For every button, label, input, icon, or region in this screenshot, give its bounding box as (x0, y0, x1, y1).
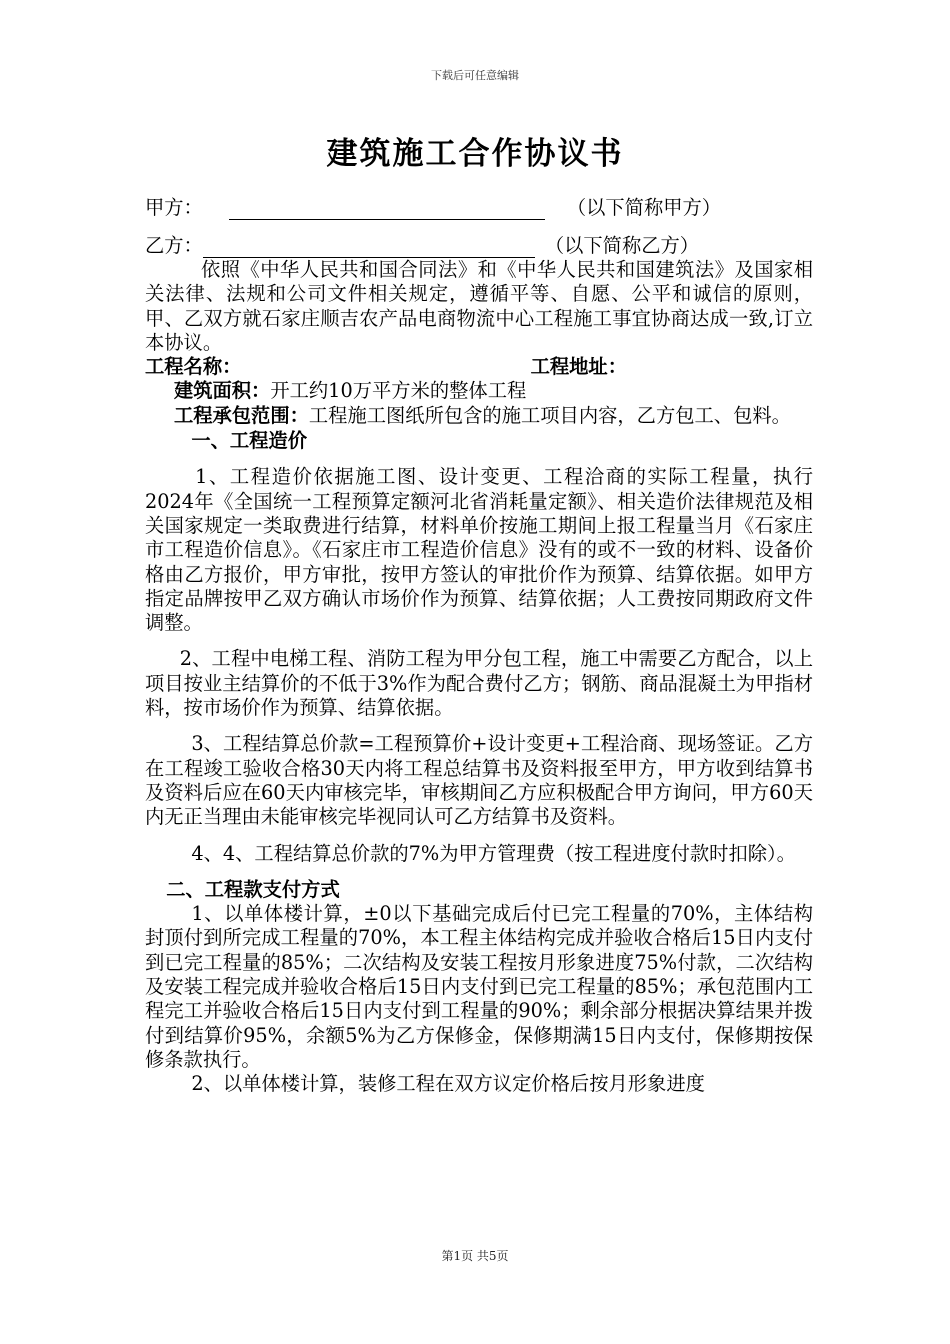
header-note: 下载后可任意编辑 (431, 69, 519, 82)
party-a-label: 甲方： (145, 195, 203, 219)
scope-value: 工程施工图纸所包含的施工项目内容，乙方包工、包料。 (308, 403, 791, 427)
section2-para2: 2、以单体楼计算，装修工程在双方议定价格后按月形象进度 (191, 1072, 705, 1096)
party-a-line (145, 182, 813, 220)
project-info-row (145, 355, 813, 379)
project-address-label: 工程地址： (530, 355, 627, 379)
party-b-label: 乙方： (145, 233, 203, 257)
section1-para4: 4、4、工程结算总价款的7%为甲方管理费（按工程进度付款时扣除）。 (191, 841, 796, 865)
party-a-suffix: （以下简称甲方） (566, 195, 722, 219)
area-value: 开工约10万平方米的整体工程 (270, 379, 527, 403)
document-body (145, 182, 813, 1097)
section1-para2: 2、工程中电梯工程、消防工程为甲分包工程，施工中需要乙方配合，以上项目按业主结算价的不低于3%作为配合费付乙方；钢筋、商品混凝土为甲指材料，按市场价作为预算、结算依据。 (145, 647, 813, 720)
party-b-line (145, 220, 813, 258)
section2-para1: 1、以单体楼计算，±0以下基础完成后付已完工程量的70%，主体结构封顶付到所完成工程量的70%，本工程主体结构完成并验收合格后15日内支付到已完工程量的85%；二次结构及安装工程按月形象进度75%付款，二次结构及安装工程完成并验收合格后15日内支付到已完工程量的85%；承包范围内工程完工并验收合格后15日内支付到工程量的90%；剩余部分根据决算结果并拨付到结算价95%，余额5%为乙方保修金，保修期满15日内支付，保修期按保修条款执行。 (145, 902, 813, 1071)
document-title: 建筑施工合作协议书 (326, 136, 624, 172)
scope-line (145, 404, 813, 428)
intro-paragraph: 依照《中华人民共和国合同法》和《中华人民共和国建筑法》及国家相关法律、法规和公司文件相关规定，遵循平等、自愿、公平和诚信的原则，甲、乙双方就石家庄顺吉农产品电商物流中心工程施工事宜协商达成一致,订立本协议。 (145, 258, 813, 354)
page-number: 第1页 共5页 (441, 1249, 509, 1263)
section1-para1: 1、工程造价依据施工图、设计变更、工程洽商的实际工程量，执行2024年《全国统一工程预算定额河北省消耗量定额》、相关造价法律规范及相关国家规定一类取费进行结算，材料单价按施工期间上报工程量当月《石家庄市工程造价信息》。《石家庄市工程造价信息》没有的或不一致的材料、设备价格由乙方报价，甲方审批，按甲方签认的审批价作为预算、结算依据。如甲方指定品牌按甲乙双方确认市场价作为预算、结算依据；人工费按同期政府文件调整。 (145, 465, 813, 635)
party-a-blank (229, 197, 545, 220)
scope-label: 工程承包范围： (173, 403, 309, 427)
area-label: 建筑面积： (173, 379, 271, 403)
section1-para3: 3、工程结算总价款=工程预算价+设计变更+工程洽商、现场签证。乙方在工程竣工验收合格30天内将工程总结算书及资料报至甲方，甲方收到结算书及资料后应在60天内审核完毕，审核期间乙方应积极配合甲方询问，甲方60天内无正当理由未能审核完毕视同认可乙方结算书及资料。 (145, 732, 813, 829)
project-name-label: 工程名称： (145, 355, 242, 379)
area-line (145, 379, 813, 403)
section1-heading: 一、工程造价 (191, 429, 307, 453)
section2-heading: 二、工程款支付方式 (166, 877, 340, 901)
party-b-suffix: （以下简称乙方） (544, 233, 700, 257)
party-b-blank (203, 235, 535, 258)
